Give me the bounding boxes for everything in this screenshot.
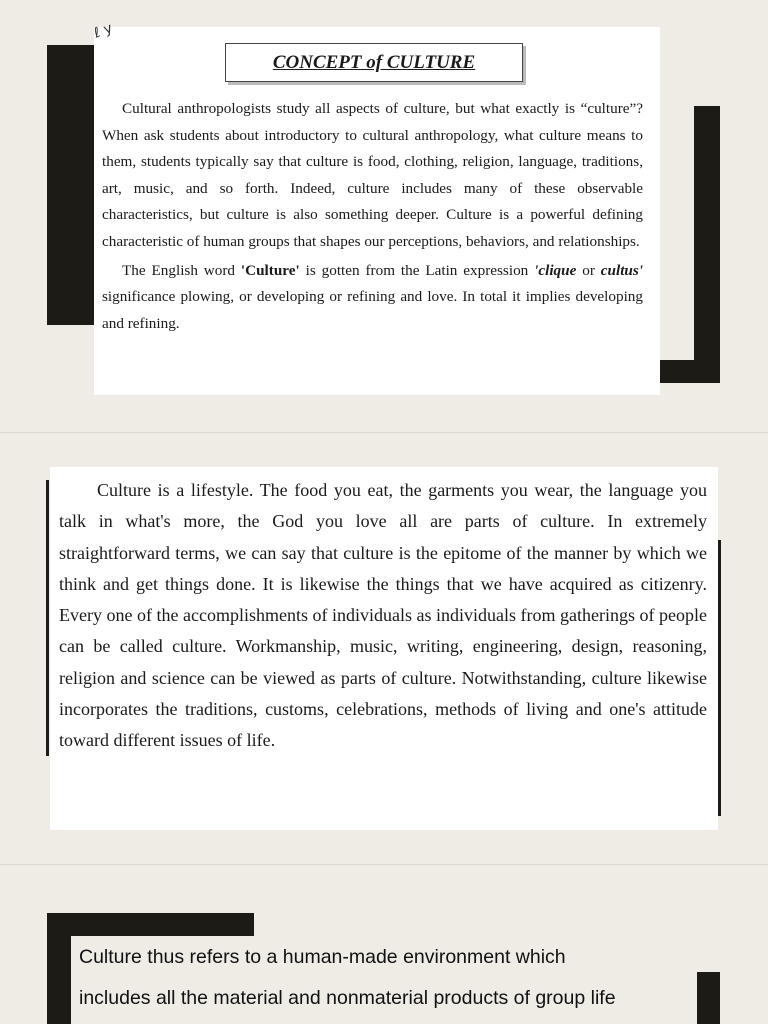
slide-title: CONCEPT of CULTURE (225, 43, 523, 82)
left-bracket-bar-horizontal (47, 913, 254, 936)
paragraph-2-text: significance plowing, or developing or refining and love. In total it implies developing and refining. (102, 288, 643, 332)
paragraph-2-text: or (576, 261, 601, 279)
culture-definition-text (79, 937, 699, 1019)
term-clique: 'clique (534, 261, 577, 279)
concept-of-culture-card (91, 20, 660, 395)
left-bracket-bar-vertical (47, 45, 94, 325)
slide-divider (0, 432, 768, 433)
culture-lifestyle-card (50, 467, 718, 830)
paragraph-2 (102, 258, 643, 338)
paragraph-2-text: is gotten from the Latin expression (299, 261, 535, 279)
handwritten-mark: ℓ y (91, 20, 115, 42)
right-thin-bar (718, 540, 721, 816)
right-bracket-bar-vertical (694, 106, 720, 383)
right-bracket-bar-horizontal (660, 360, 720, 383)
term-culture: 'Culture' (240, 261, 300, 279)
left-thin-bar (46, 480, 49, 756)
paragraph-1: Cultural anthropologists study all aspects of culture, but what exactly is “culture”? When ask students about introductory to cultural anthropology, what culture means to them, students typically say that culture is food, clothing, religion, language, traditions, art, music, and so forth. Indeed, culture includes many of these observable characteristics, but culture is also something deeper. Culture is a powerful defining characteristic of human groups that shapes our perceptions, behaviors, and relationships. (102, 100, 643, 250)
definition-line-2: includes all the material and nonmaterial products of group life (79, 987, 616, 1009)
lifestyle-paragraph: Culture is a lifestyle. The food you eat, the garments you wear, the language you talk in what's more, the God you love all are parts of culture. In extremely straightforward terms, we can say that culture is the epitome of the manner by which we think and get things done. It is likewise the things that we have acquired as citizenry. Every one of the accomplishments of individuals as individuals from gatherings of people can be called culture. Workmanship, music, writing, engineering, design, reasoning, religion and science can be viewed as parts of culture. Notwithstanding, culture likewise incorporates the traditions, customs, celebrations, methods of living and one's attitude toward different issues of life. (59, 480, 707, 751)
right-bracket-bar-vertical (697, 972, 720, 1024)
paragraph-2-text: The English word (122, 261, 241, 279)
left-bracket-bar-vertical (47, 913, 71, 1024)
slide-divider (0, 864, 768, 865)
definition-line-1: Culture thus refers to a human-made environment which (79, 946, 566, 968)
lifestyle-body (59, 475, 707, 757)
term-cultus: cultus' (600, 261, 644, 279)
concept-body (102, 96, 643, 337)
